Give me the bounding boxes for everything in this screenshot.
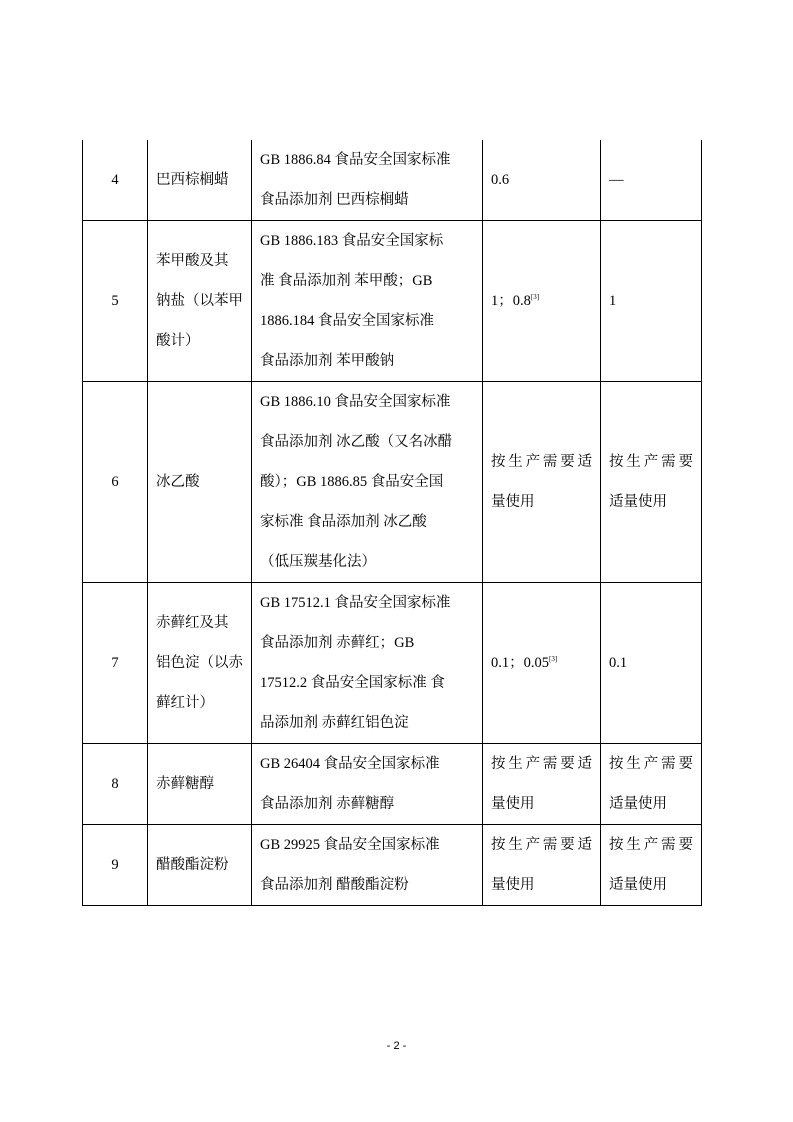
standard-line: GB 17512.1 食品安全国家标准: [260, 595, 451, 611]
additive-name-line: 苯甲酸及其: [156, 253, 229, 269]
standard-line: 食品添加剂 巴西棕榈蜡: [260, 192, 409, 208]
standard-line: GB 29925 食品安全国家标准: [260, 837, 440, 853]
additive-name-line: 赤藓红及其: [156, 615, 229, 631]
table-row: [83, 583, 702, 744]
limit-a-value: 按生产需要适量使用: [491, 454, 592, 510]
table-row: [83, 825, 702, 906]
cell-limit-b: 按生产需要适量使用: [601, 825, 702, 906]
standard-line: 家标准 食品添加剂 冰乙酸: [260, 514, 427, 530]
cell-number: 9: [83, 825, 148, 906]
cell-number: 5: [83, 221, 148, 382]
limit-a-value: 0.1；0.05: [491, 655, 549, 671]
standard-line: 酸）；GB 1886.85 食品安全国: [260, 474, 444, 490]
cell-number: 6: [83, 382, 148, 583]
additive-table: [82, 140, 702, 906]
table-row: [83, 221, 702, 382]
standard-line: 准 食品添加剂 苯甲酸；GB: [260, 273, 433, 289]
cell-standard: [252, 825, 483, 906]
footnote-ref: [3]: [530, 293, 540, 301]
cell-standard: [252, 382, 483, 583]
cell-limit-a: [483, 221, 601, 382]
cell-standard: [252, 744, 483, 825]
additive-name-line: 赤藓糖醇: [156, 776, 214, 792]
cell-standard: [252, 583, 483, 744]
cell-limit-a: [483, 825, 601, 906]
additive-name-line: 铝色淀（以赤: [156, 655, 243, 671]
standard-line: 食品添加剂 赤藓糖醇: [260, 796, 395, 812]
standard-line: 品添加剂 赤藓红铝色淀: [260, 715, 409, 731]
cell-number: 7: [83, 583, 148, 744]
cell-limit-a: [483, 382, 601, 583]
cell-limit-b: 按生产需要适量使用: [601, 744, 702, 825]
cell-limit-b: 0.1: [601, 583, 702, 744]
cell-limit-b: 1: [601, 221, 702, 382]
cell-limit-a: [483, 140, 601, 221]
additive-name-line: 醋酸酯淀粉: [156, 857, 229, 873]
cell-limit-a: [483, 744, 601, 825]
cell-limit-b: —: [601, 140, 702, 221]
table-row: [83, 744, 702, 825]
standard-line: GB 1886.84 食品安全国家标准: [260, 152, 451, 168]
table-row: [83, 382, 702, 583]
standard-line: 食品添加剂 苯甲酸钠: [260, 353, 395, 369]
standard-line: GB 26404 食品安全国家标准: [260, 756, 440, 772]
standard-line: GB 1886.10 食品安全国家标准: [260, 394, 451, 410]
limit-a-value: 1；0.8: [491, 293, 531, 309]
additive-name-line: 冰乙酸: [156, 474, 200, 490]
standard-line: 食品添加剂 赤藓红；GB: [260, 635, 415, 651]
limit-a-value: 0.6: [491, 172, 510, 188]
cell-limit-a: [483, 583, 601, 744]
standard-line: GB 1886.183 食品安全国家标: [260, 233, 444, 249]
additive-name-line: 巴西棕榈蜡: [156, 172, 229, 188]
cell-limit-b: 按生产需要适量使用: [601, 382, 702, 583]
table-row: [83, 140, 702, 221]
cell-additive-name: [148, 744, 252, 825]
limit-a-value: 按生产需要适量使用: [491, 837, 592, 893]
standard-line: 食品添加剂 冰乙酸（又名冰醋: [260, 434, 453, 450]
cell-standard: [252, 221, 483, 382]
cell-number: 8: [83, 744, 148, 825]
cell-number: 4: [83, 140, 148, 221]
additive-name-line: 钠盐（以苯甲: [156, 293, 243, 309]
cell-additive-name: [148, 583, 252, 744]
cell-standard: [252, 140, 483, 221]
standard-line: 1886.184 食品安全国家标准: [260, 313, 434, 329]
table-body: [83, 140, 702, 906]
standard-line: 17512.2 食品安全国家标准 食: [260, 675, 445, 691]
standard-line: （低压羰基化法）: [260, 554, 376, 570]
footnote-ref: [3]: [549, 655, 558, 663]
additive-name-line: 酸计）: [156, 333, 200, 349]
cell-additive-name: [148, 140, 252, 221]
additive-name-line: 藓红计）: [156, 695, 214, 711]
cell-additive-name: [148, 825, 252, 906]
page-number: - 2 -: [386, 1040, 407, 1052]
standard-line: 食品添加剂 醋酸酯淀粉: [260, 877, 409, 893]
cell-additive-name: [148, 221, 252, 382]
limit-a-value: 按生产需要适量使用: [491, 756, 592, 812]
cell-additive-name: [148, 382, 252, 583]
